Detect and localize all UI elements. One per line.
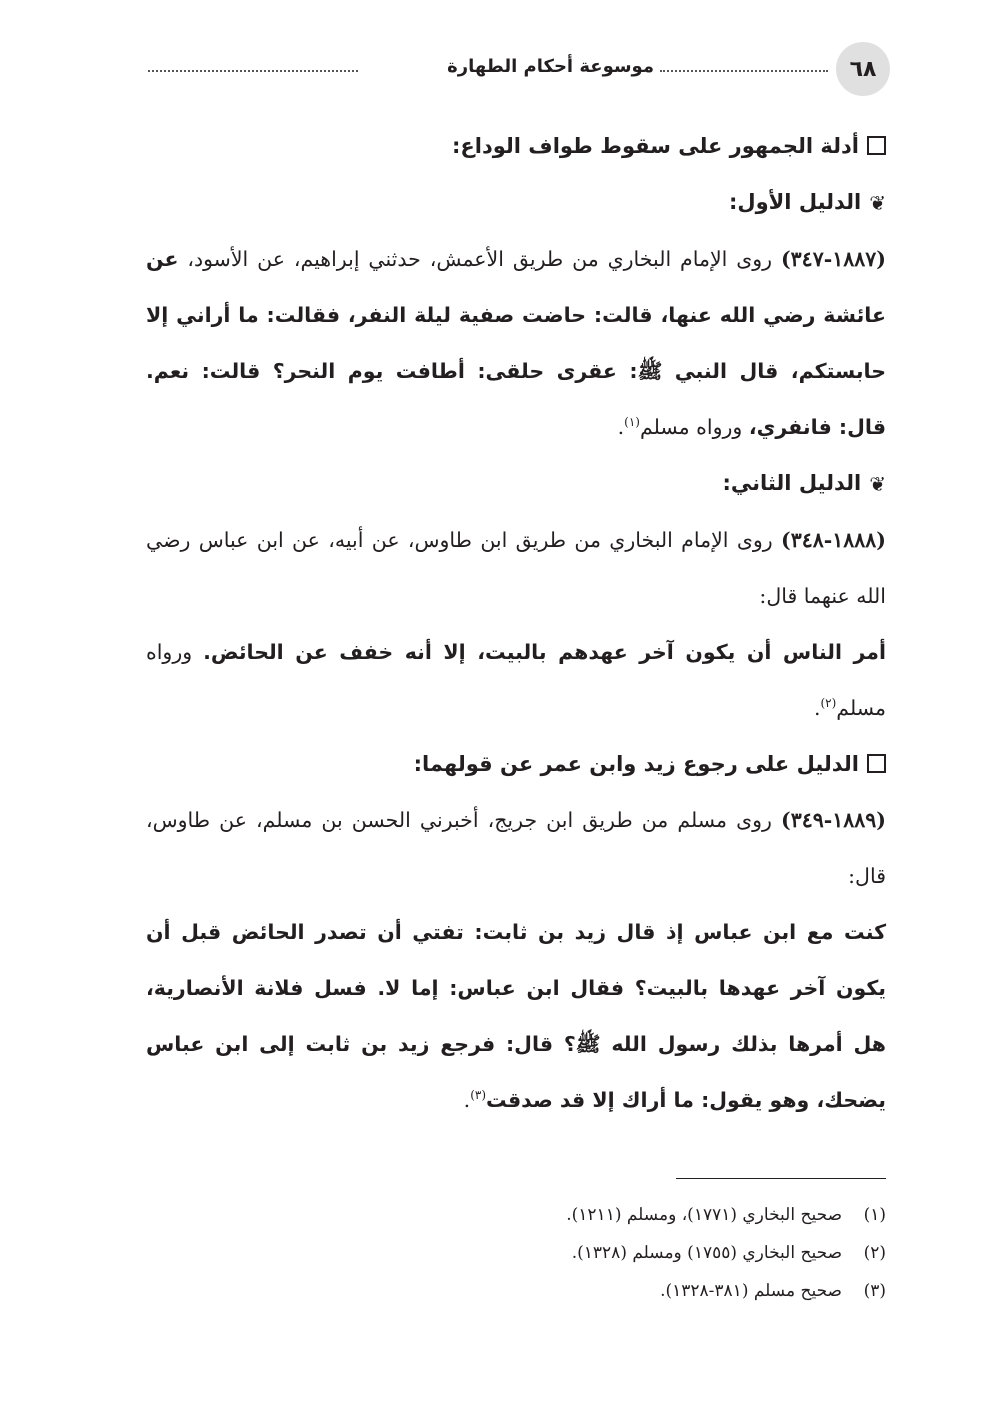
hadith-number: (١٨٨٧-٣٤٧) bbox=[780, 247, 886, 271]
hadith-paragraph-1887: (١٨٨٧-٣٤٧) روى الإمام البخاري من طريق الأعمش، حدثني إبراهيم، عن الأسود، عن عائشة رضي الله عنها، قالت: حاضت صفية ليلة النفر، فقالت: ما أراني إلا حابستكم، قال النبي ﷺ: عقرى حلقى: أطافت يوم النحر؟ قالت: نعم. قال: فانفري، ورواه مسلم$^{(١)}$. bbox=[146, 247, 886, 439]
footnote-item bbox=[146, 1234, 886, 1272]
footnote-ref-3[interactable]: (٣) bbox=[470, 1088, 487, 1103]
leaf-ornament-icon: ❦ bbox=[869, 472, 886, 496]
square-box-icon bbox=[867, 754, 886, 773]
hadith-matn: عن عائشة رضي الله عنها، قالت: حاضت صفية ليلة النفر، فقالت: ما أراني إلا حابستكم، قال النبي ﷺ: عقرى حلقى: أطافت يوم النحر؟ قالت: نعم. قال: فانفري، bbox=[146, 247, 886, 439]
footnote-mark: (٢) bbox=[863, 1243, 886, 1263]
footnote-mark: (١) bbox=[863, 1205, 886, 1225]
footnote-mark: (٣) bbox=[863, 1281, 886, 1301]
hadith-matn: كنت مع ابن عباس إذ قال زيد بن ثابت: تفتي أن تصدر الحائض قبل أن يكون آخر عهدها بالبيت؟ فقال ابن عباس: إما لا. فسل فلانة الأنصارية، هل أمرها بذلك رسول الله ﷺ؟ قال: فرجع زيد بن ثابت إلى ابن عباس يضحك، وهو يقول: ما أراك إلا قد صدقت bbox=[146, 920, 886, 1112]
footnote-separator bbox=[676, 1178, 886, 1179]
main-text bbox=[146, 118, 886, 1128]
footnote-item bbox=[146, 1196, 886, 1234]
hadith-number: (١٨٨٩-٣٤٩) bbox=[780, 808, 886, 832]
proof-heading-first: ❦الدليل الأول: bbox=[146, 174, 886, 231]
proof-heading-second: ❦الدليل الثاني: bbox=[146, 455, 886, 512]
footnote-ref-2[interactable]: (٢) bbox=[820, 696, 837, 711]
header-dotted-leader-right bbox=[660, 70, 828, 72]
footnote-text: صحيح البخاري (١٧٥٥) ومسلم (١٣٢٨). bbox=[571, 1243, 842, 1263]
isnad-text: روى الإمام البخاري من طريق الأعمش، حدثني إبراهيم، عن الأسود، bbox=[187, 247, 781, 271]
running-header bbox=[148, 42, 890, 98]
footnotes bbox=[146, 1196, 886, 1310]
hadith-number: (١٨٨٨-٣٤٨) bbox=[780, 528, 886, 552]
leaf-ornament-icon: ❦ bbox=[869, 191, 886, 215]
hadith-matn: أمر الناس أن يكون آخر عهدهم بالبيت، إلا أنه خفف عن الحائض. bbox=[203, 640, 886, 664]
square-box-icon bbox=[867, 136, 886, 155]
footnote-text: صحيح مسلم (٣٨١-١٣٢٨). bbox=[660, 1281, 842, 1301]
hadith-paragraph-1889-matn: كنت مع ابن عباس إذ قال زيد بن ثابت: تفتي أن تصدر الحائض قبل أن يكون آخر عهدها بالبيت؟ فقال ابن عباس: إما لا. فسل فلانة الأنصارية، هل أمرها بذلك رسول الله ﷺ؟ قال: فرجع زيد بن ثابت إلى ابن عباس يضحك، وهو يقول: ما أراك إلا قد صدقت$^{(٣)}$. bbox=[146, 920, 886, 1112]
header-dotted-leader-left bbox=[148, 70, 358, 72]
hadith-paragraph-1888 bbox=[146, 512, 886, 624]
book-title: موسوعة أحكام الطهارة bbox=[447, 56, 654, 77]
footnote-ref-1[interactable]: (١) bbox=[624, 415, 640, 430]
section-heading-majority-evidence: أدلة الجمهور على سقوط طواف الوداع: bbox=[146, 118, 886, 174]
hadith-source: ورواه مسلم bbox=[146, 640, 886, 720]
footnote-item bbox=[146, 1272, 886, 1310]
section-heading-retraction: الدليل على رجوع زيد وابن عمر عن قولهما: bbox=[146, 736, 886, 792]
hadith-paragraph-1888-matn: أمر الناس أن يكون آخر عهدهم بالبيت، إلا أنه خفف عن الحائض. ورواه مسلم$^{(٢)}$. bbox=[146, 640, 886, 720]
footnote-text: صحيح البخاري (١٧٧١)، ومسلم (١٢١١). bbox=[566, 1205, 842, 1225]
hadith-source: ورواه مسلم bbox=[639, 415, 749, 439]
hadith-paragraph-1889 bbox=[146, 792, 886, 904]
isnad-text: روى الإمام البخاري من طريق ابن طاوس، عن أبيه، عن ابن عباس رضي الله عنهما قال: bbox=[146, 528, 886, 608]
page-number: ٦٨ bbox=[836, 42, 890, 96]
isnad-text: روى مسلم من طريق ابن جريج، أخبرني الحسن بن مسلم، عن طاوس، قال: bbox=[146, 808, 886, 888]
